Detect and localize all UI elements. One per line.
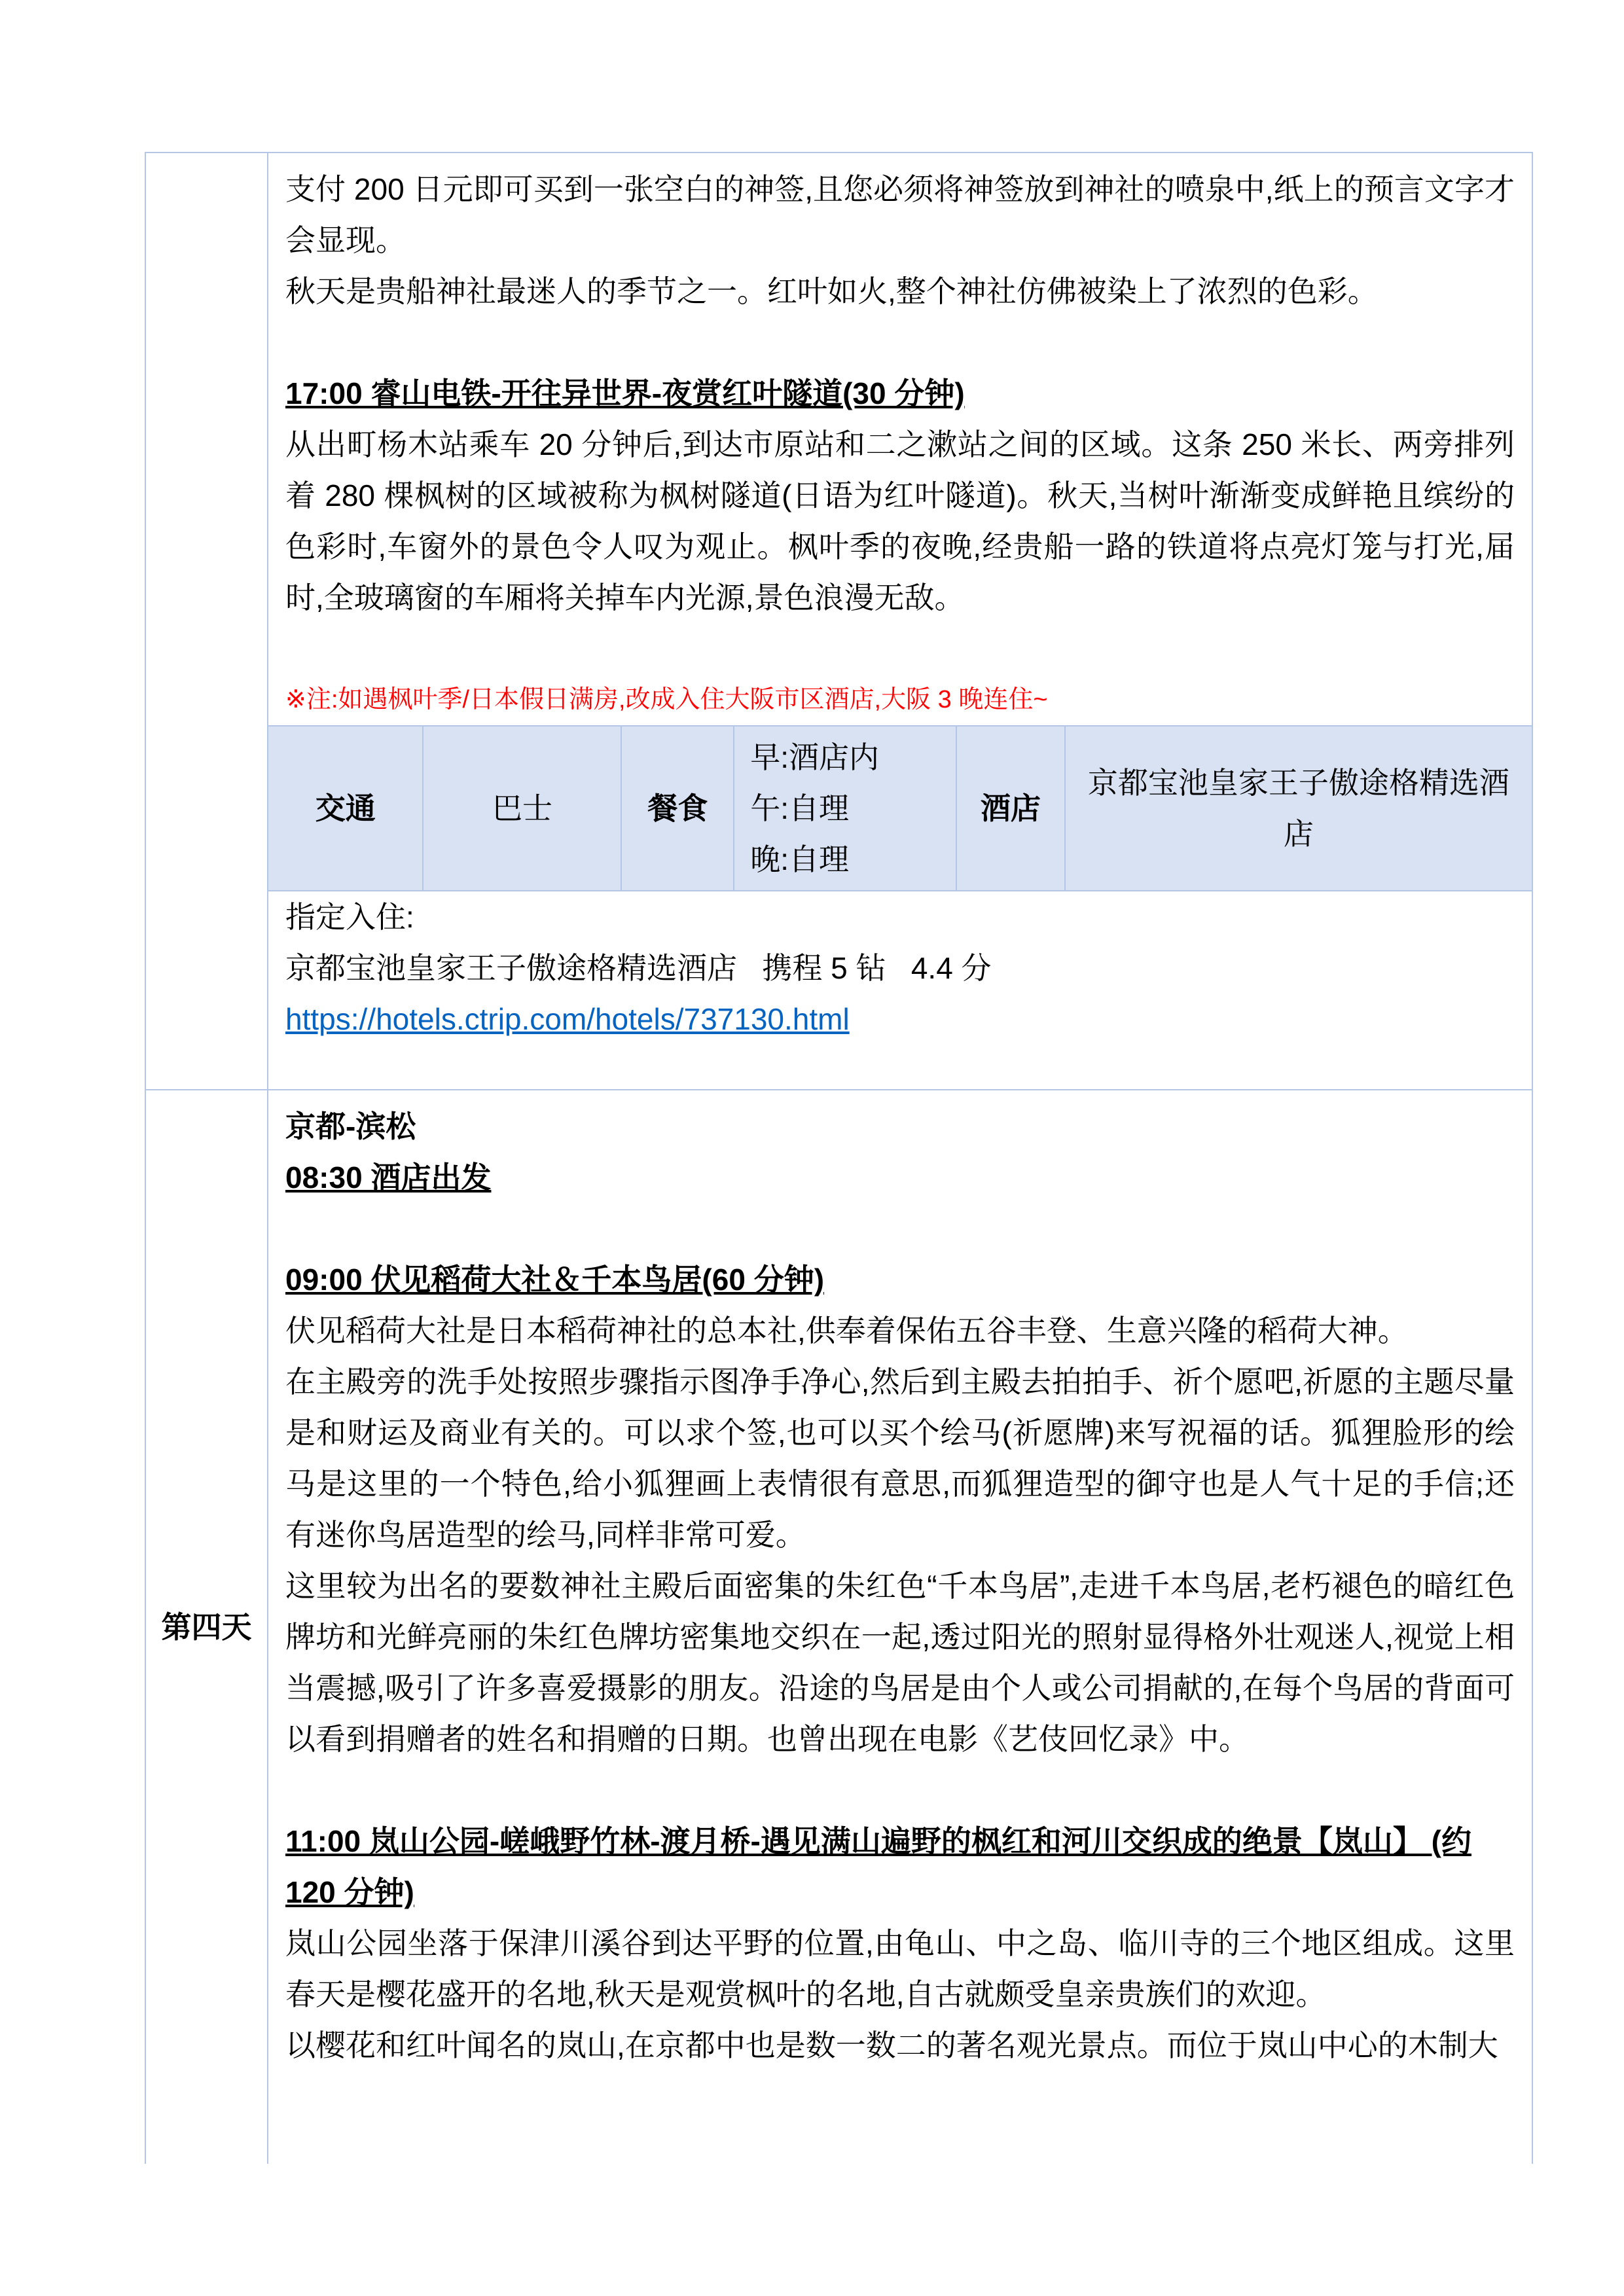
paragraph-arashiyama: 岚山公园坐落于保津川溪谷到达平野的位置,由龟山、中之岛、临川寺的三个地区组成。这里春天是樱花盛开的名地,秋天是观赏枫叶的名地,自古就颇受皇亲贵族们的欢迎。 bbox=[285, 1926, 1515, 2011]
day4-content-cell bbox=[267, 1090, 1533, 2164]
transport-value-cell: 巴士 bbox=[422, 726, 621, 890]
paragraph-bridge: 以樱花和红叶闻名的岚山,在京都中也是数一数二的著名观光景点。而位于岚山中心的木制大 bbox=[285, 2028, 1498, 2062]
schedule-heading-0830: 08:30 酒店出发 bbox=[285, 1160, 492, 1194]
transport-meal-hotel-table bbox=[268, 725, 1532, 891]
paragraph-inari-intro: 伏见稻荷大社是日本稻荷神社的总本社,供奉着保佑五谷丰登、生意兴隆的稻荷大神。 bbox=[285, 1314, 1408, 1348]
checkin-hotel-line: 京都宝池皇家王子傲途格精选酒店 携程 5 钻 4.4 分 bbox=[285, 951, 992, 985]
paragraph-railway: 从出町杨木站乘车 20 分钟后,到达市原站和二之漱站之间的区域。这条 250 米长、两旁排列着 280 棵枫树的区域被称为枫树隧道(日语为红叶隧道)。秋天,当树叶渐渐变成鲜艳且缤纷的色彩时,车窗外的景色令人叹为观止。枫叶季的夜晚,经贵船一路的铁道将点亮灯笼与打光,届时,全玻璃窗的车厢将关掉车内光源,景色浪漫无敌。 bbox=[285, 427, 1515, 615]
day4-label: 第四天 bbox=[161, 1610, 252, 1644]
meal-lunch: 午:自理 bbox=[750, 791, 849, 825]
hotel-label-cell: 酒店 bbox=[956, 726, 1064, 890]
paragraph-torii: 这里较为出名的要数神社主殿后面密集的朱红色“千本鸟居”,走进千本鸟居,老朽褪色的暗红色牌坊和光鲜亮丽的朱红色牌坊密集地交织在一起,透过阳光的照射显得格外壮观迷人,视觉上相当震撼,吸引了许多喜爱摄影的朋友。沿途的鸟居是由个人或公司捐献的,在每个鸟居的背面可以看到捐赠者的姓名和捐赠的日期。也曾出现在电影《艺伎回忆录》中。 bbox=[285, 1569, 1515, 1756]
paragraph-inari-ema: 在主殿旁的洗手处按照步骤指示图净手净心,然后到主殿去拍拍手、祈个愿吧,祈愿的主题尽量是和财运及商业有关的。可以求个签,也可以买个绘马(祈愿牌)来写祝福的话。狐狸脸形的绘马是这里的一个特色,给小狐狸画上表情很有意思,而狐狸造型的御守也是人气十足的手信;还有迷你鸟居造型的绘马,同样非常可爱。 bbox=[285, 1365, 1515, 1552]
checkin-title: 指定入住: bbox=[285, 900, 414, 934]
hotel-booking-link[interactable]: https://hotels.ctrip.com/hotels/737130.html bbox=[285, 1002, 850, 1036]
day4-label-cell bbox=[145, 1090, 267, 2164]
route-title: 京都-滨松 bbox=[285, 1109, 416, 1143]
spacer bbox=[268, 623, 1532, 674]
schedule-heading-1700: 17:00 睿山电铁-开往异世界-夜赏红叶隧道(30 分钟) bbox=[285, 376, 965, 410]
schedule-heading-1100: 11:00 岚山公园-嵯峨野竹林-渡月桥-遇见满山遍野的枫红和河川交织成的绝景【岚山】 (约 120 分钟) bbox=[285, 1824, 1471, 1909]
day-label-cell-empty bbox=[145, 152, 267, 1090]
paragraph-autumn: 秋天是贵船神社最迷人的季节之一。红叶如火,整个神社仿佛被染上了浓烈的色彩。 bbox=[285, 274, 1378, 308]
meal-breakfast: 早:酒店内 bbox=[750, 740, 879, 774]
paragraph-omikuji: 支付 200 日元即可买到一张空白的神签,且您必须将神签放到神社的喷泉中,纸上的预言文字才会显现。 bbox=[285, 172, 1515, 257]
table-row-day3 bbox=[145, 152, 1533, 1090]
meals-detail-cell bbox=[733, 726, 956, 890]
spacer bbox=[268, 1765, 1532, 1816]
schedule-heading-0900: 09:00 伏见稻荷大社＆千本鸟居(60 分钟) bbox=[285, 1263, 825, 1297]
spacer bbox=[268, 317, 1532, 368]
note-full-room-warning: ※注:如遇枫叶季/日本假日满房,改成入住大阪市区酒店,大阪 3 晚连住~ bbox=[285, 686, 1048, 713]
itinerary-table bbox=[145, 152, 1533, 2164]
table-row-day4 bbox=[145, 1090, 1533, 2164]
meal-dinner: 晚:自理 bbox=[750, 842, 849, 876]
spacer bbox=[268, 1203, 1532, 1254]
transport-label-cell: 交通 bbox=[315, 791, 376, 825]
meals-label-cell: 餐食 bbox=[621, 726, 733, 890]
day3-content-cell bbox=[267, 152, 1533, 1090]
hotel-name-cell: 京都宝池皇家王子傲途格精选酒店 bbox=[1064, 726, 1532, 890]
